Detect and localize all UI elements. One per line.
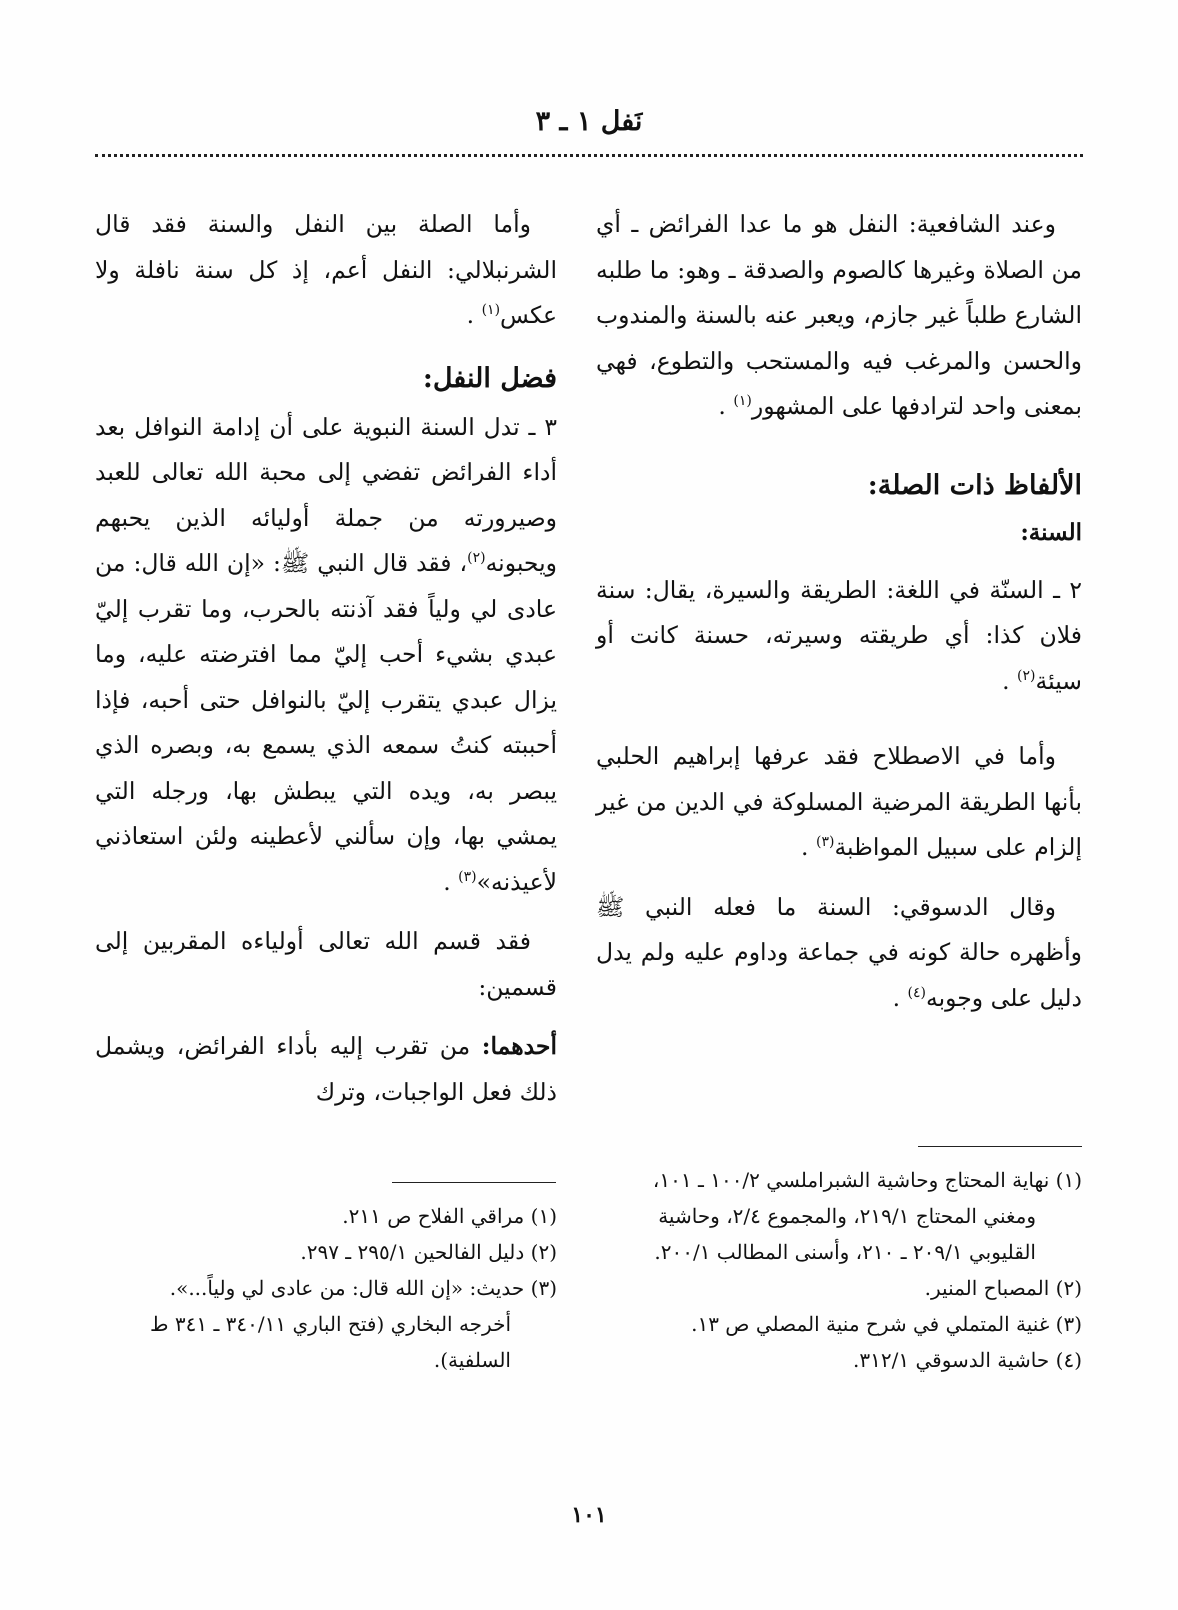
footnote-ref: (٣) xyxy=(815,834,835,851)
page-number: ١٠١ xyxy=(571,1502,607,1528)
left-column xyxy=(95,202,557,1115)
footnote-ref: (٤) xyxy=(907,984,926,1001)
subheading-sunnah: السنة: xyxy=(1020,518,1082,546)
lead-word: أحدهما: xyxy=(481,1032,557,1060)
paragraph-dasuqi: وقال الدسوقي: السنة ما فعله النبي ﷺ وأظهره حالة كونه في جماعة وداوم عليه ولم يدل دليل على وجوبه$^{(٤)}$ . xyxy=(596,892,1082,1012)
footnote: (٢) دليل الفالحين ٢٩٥/١ ـ ٢٩٧. xyxy=(300,1240,557,1264)
footnote-ref: (٣) xyxy=(458,868,477,885)
footnote-ref: (٢) xyxy=(467,550,486,567)
footnote-ref: (٢) xyxy=(1017,667,1036,684)
footnote: (٣) غنية المتملي في شرح منية المصلي ص ١٣. xyxy=(691,1312,1082,1336)
paragraph-text: وأما الصلة بين النفل والسنة فقد قال الشرنبلالي: النفل أعم، إذ كل سنة نافلة ولا عكس xyxy=(95,210,557,329)
footnote-ref: (١) xyxy=(733,393,752,410)
paragraph-sunnah-term: وأما في الاصطلاح فقد عرفها إبراهيم الحلبي بأنها الطريقة المرضية المسلوكة في الدين من غير إلزام على سبيل المواظبة$^{(٣)}$ . xyxy=(596,742,1082,861)
footnote-continuation: أخرجه البخاري (فتح الباري ٣٤٠/١١ ـ ٣٤١ ط السلفية). xyxy=(150,1312,511,1372)
footnote-separator-right xyxy=(918,1146,1082,1147)
footnote: (٣) حديث: «إن الله قال: من عادى لي ولياً...». xyxy=(169,1276,557,1300)
footnotes-left xyxy=(95,1198,557,1378)
paragraph-text: وعند الشافعية: النفل هو ما عدا الفرائض ـ أي من الصلاة وغيرها كالصوم والصدقة ـ وهو: ما طلبه الشارع طلباً غير جازم، ويعبر عنه بالسنة والمندوب والحسن والمرغب فيه والمستحب والتطوع، فهي بمعنى واحد لترادفها على المشهور xyxy=(596,210,1082,420)
footnote: (٤) حاشية الدسوقي ٣١٢/١. xyxy=(853,1348,1082,1372)
paragraph-first-type xyxy=(95,1024,557,1115)
footnote-ref: (١) xyxy=(481,302,501,319)
footnote-separator-left xyxy=(392,1182,556,1183)
footnotes-right xyxy=(596,1162,1082,1378)
hadith-text: ، فقد قال النبي ﷺ: «إن الله قال: من عادى لي ولياً فقد آذنته بالحرب، وما تقرب إليّ عبدي بشيء أحب إليّ مما افترضته عليه، وما يزال عبدي يتقرب إليّ بالنوافل حتى أحبه، فإذا أحببته كنتُ سمعه الذي يسمع به، وبصره الذي يبصر به، ويده التي يبطش بها، ورجله التي يمشي بها، وإن سألني لأعطينه ولئن استعاذني لأعيذنه» xyxy=(95,549,557,896)
footnote: (٢) المصباح المنير. xyxy=(924,1276,1082,1300)
paragraph-two-types: فقد قسم الله تعالى أولياءه المقربين إلى قسمين: xyxy=(95,927,557,1001)
paragraph-relation: وأما الصلة بين النفل والسنة فقد قال الشرنبلالي: النفل أعم، إذ كل سنة نافلة ولا عكس$^{(١)}$ . xyxy=(95,210,557,329)
paragraph-virtue: ٣ ـ تدل السنة النبوية على أن إدامة النوافل بعد أداء الفرائض تفضي إلى محبة الله تعالى للعبد وصيرورته من جملة أوليائه الذين يحبهم ويحبونه$^{(٢)}$، فقد قال النبي ﷺ: «إن الله قال: من عادى لي ولياً فقد آذنته بالحرب، وما تقرب إليّ عبدي بشيء أحب إليّ مما افترضته عليه، وما يزال عبدي يتقرب إليّ بالنوافل حتى أحبه، فإذا أحببته كنتُ سمعه الذي يسمع به، وبصره الذي يبصر به، ويده التي يبطش بها، ورجله التي يمشي بها، وإن سألني لأعطينه ولئن استعاذني لأعيذنه»$^{(٣)}$ . xyxy=(95,412,557,896)
paragraph-sunnah-language: ٢ ـ السنّة في اللغة: الطريقة والسيرة، يقال: سنة فلان كذا: أي طريقته وسيرته، حسنة كانت أو سيئة$^{(٢)}$ . xyxy=(596,575,1082,695)
paragraph-text: وأما في الاصطلاح فقد عرفها إبراهيم الحلبي بأنها الطريقة المرضية المسلوكة في الدين من غير إلزام على سبيل المواظبة xyxy=(596,742,1082,861)
footnote: (١) نهاية المحتاج وحاشية الشبراملسي ١٠٠/٢ ـ ١٠١، ومغني المحتاج ٢١٩/١، والمجموع ٢/٤، وحاشية القليوبي ٢٠٩/١ ـ ٢١٠، وأسنى المطالب ٢٠٠/١. xyxy=(652,1168,1082,1264)
running-header: نَفل ١ ـ ٣ xyxy=(535,106,643,137)
paragraph-shafii: وعند الشافعية: النفل هو ما عدا الفرائض ـ أي من الصلاة وغيرها كالصوم والصدقة ـ وهو: ما طلبه الشارع طلباً غير جازم، ويعبر عنه بالسنة والمندوب والحسن والمرغب فيه والمستحب والتطوع، فهي بمعنى واحد لترادفها على المشهور$^{(١)}$ . xyxy=(596,210,1082,420)
section-heading-virtue: فضل النفل: xyxy=(422,362,557,394)
footnote: (١) مراقي الفلاح ص ٢١١. xyxy=(342,1204,557,1228)
header-dotted-rule xyxy=(95,154,1083,157)
paragraph-text: ٢ ـ السنّة في اللغة: الطريقة والسيرة، يقال: سنة فلان كذا: أي طريقته وسيرته، حسنة كانت أو سيئة xyxy=(596,575,1082,695)
right-column xyxy=(596,202,1082,1021)
paragraph-text: وقال الدسوقي: السنة ما فعله النبي ﷺ وأظهره حالة كونه في جماعة وداوم عليه ولم يدل دليل على وجوبه xyxy=(596,892,1082,1012)
paragraph-text: من تقرب إليه بأداء الفرائض، ويشمل ذلك فعل الواجبات، وترك xyxy=(95,1032,557,1106)
section-heading-related-terms: الألفاظ ذات الصلة: xyxy=(867,469,1082,501)
paragraph-text: ٣ ـ تدل السنة النبوية على أن إدامة النوافل بعد أداء الفرائض تفضي إلى محبة الله تعالى للعبد وصيرورته من جملة أوليائه الذين يحبهم ويحبونه xyxy=(95,412,557,577)
